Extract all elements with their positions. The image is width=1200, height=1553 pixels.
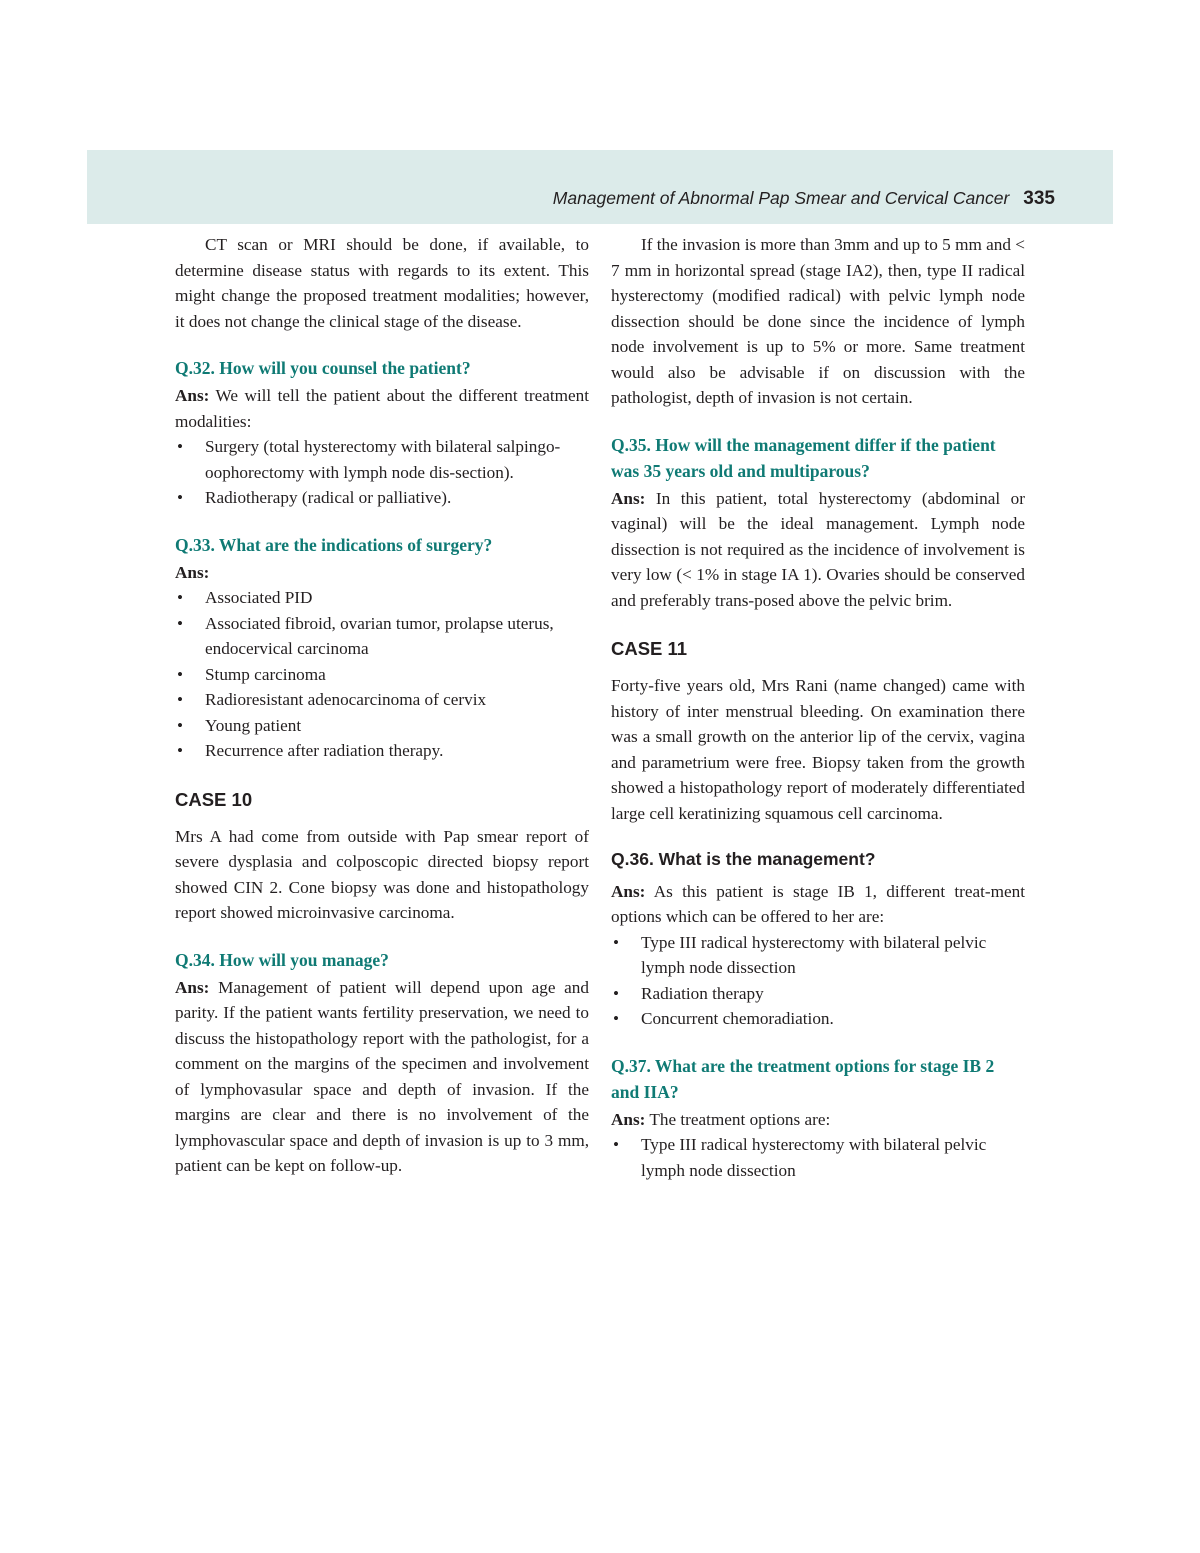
list-item: • Type III radical hysterectomy with bilateral pelvic lymph node dissection xyxy=(611,930,1025,981)
case-11-text: Forty-five years old, Mrs Rani (name changed) came with history of inter menstrual bleeding. On examination there was a small growth on the anterior lip of the cervix, vagina and parametrium were free. Biopsy taken from the growth showed a histopathology report of moderately differentiated large cell keratinizing squamous cell carcinoma. xyxy=(611,676,1025,823)
answer-text: The treatment options are: xyxy=(645,1109,831,1129)
left-column xyxy=(175,232,589,1179)
question-36: Q.36. What is the management? xyxy=(611,849,876,869)
list-item: • Associated fibroid, ovarian tumor, prolapse uterus, endocervical carcinoma xyxy=(175,611,589,662)
list-item: • Surgery (total hysterectomy with bilateral salpingo-oophorectomy with lymph node dis-section). xyxy=(175,434,589,485)
case-10-heading: CASE 10 xyxy=(175,788,253,810)
answer-37 xyxy=(611,1107,1025,1133)
question-35: Q.35. How will the management differ if the patient was 35 years old and multiparous? xyxy=(611,434,996,481)
intro-paragraph: If the invasion is more than 3mm and up to 5 mm and < 7 mm in horizontal spread (stage IA2), then, type II radical hysterectomy (modified radical) with pelvic lymph node dissection should be done since the incidence of lymph node involvement is up to 5% or more. Same treatment would also be advisable if on discussion with the pathologist, depth of invasion is not certain. xyxy=(611,235,1025,407)
answer-35 xyxy=(611,486,1025,614)
answer-text: In this patient, total hysterectomy (abdominal or vaginal) will be the ideal management. Lymph node dissection is not required as the incidence of involvement is very low (< 1% in stage IA 1). Ovaries should be conserved and preferably trans-posed above the pelvic brim. xyxy=(611,488,1025,610)
list-item: • Recurrence after radiation therapy. xyxy=(175,738,589,764)
question-34: Q.34. How will you manage? xyxy=(175,949,389,970)
answer-33 xyxy=(175,560,589,586)
answer-text: We will tell the patient about the different treatment modalities: xyxy=(175,386,589,431)
answer-36-list xyxy=(611,930,1025,1032)
list-item: • Radioresistant adenocarcinoma of cervix xyxy=(175,687,589,713)
list-item: • Young patient xyxy=(175,713,589,739)
answer-label: Ans: xyxy=(175,562,210,582)
running-header xyxy=(553,188,1055,210)
case-11-heading: CASE 11 xyxy=(611,638,688,659)
question-32: Q.32. How will you counsel the patient? xyxy=(175,358,471,378)
answer-label: Ans: xyxy=(175,386,210,405)
answer-32-list xyxy=(175,434,589,511)
list-item: • Associated PID xyxy=(175,585,589,611)
list-item: • Type III radical hysterectomy with bilateral pelvic lymph node dissection xyxy=(611,1132,1025,1183)
answer-36 xyxy=(611,879,1025,930)
question-37: Q.37. What are the treatment options for stage IB 2 and IIA? xyxy=(611,1055,995,1102)
list-item: • Concurrent chemoradiation. xyxy=(611,1006,1025,1032)
case-10-text: Mrs A had come from outside with Pap smear report of severe dysplasia and colposcopic directed biopsy report showed CIN 2. Cone biopsy was done and histopathology report showed microinvasive carcinoma. xyxy=(175,826,589,922)
list-item: • Radiotherapy (radical or palliative). xyxy=(175,485,589,511)
answer-text: As this patient is stage IB 1, different treat-ment options which can be offered to her are: xyxy=(611,881,1025,926)
answer-37-list xyxy=(611,1132,1025,1183)
answer-34 xyxy=(175,975,589,1179)
answer-label: Ans: xyxy=(611,1109,646,1129)
list-item: • Stump carcinoma xyxy=(175,662,589,688)
list-item: • Radiation therapy xyxy=(611,981,1025,1007)
page-number: 335 xyxy=(1023,188,1055,209)
answer-32 xyxy=(175,383,589,434)
answer-label: Ans: xyxy=(611,881,646,901)
running-header-band xyxy=(87,150,1113,224)
question-33: Q.33. What are the indications of surgery? xyxy=(175,534,493,555)
answer-33-list xyxy=(175,585,589,764)
intro-paragraph: CT scan or MRI should be done, if available, to determine disease status with regards to its extent. This might change the proposed treatment modalities; however, it does not change the clinical stage of the disease. xyxy=(175,235,589,331)
right-column xyxy=(611,232,1025,1183)
running-header-title: Management of Abnormal Pap Smear and Cervical Cancer xyxy=(552,188,1010,208)
answer-label: Ans: xyxy=(175,977,210,997)
answer-text: Management of patient will depend upon age and parity. If the patient wants fertility preservation, we need to discuss the histopathology report with the pathologist, for a comment on the margins of the specimen and involvement of lymphovasular space and depth of invasion. If the margins are clear and there is no involvement of the lymphovascular space and depth of invasion is up to 3 mm, patient can be kept on follow-up. xyxy=(175,977,589,1175)
answer-label: Ans: xyxy=(611,488,646,508)
